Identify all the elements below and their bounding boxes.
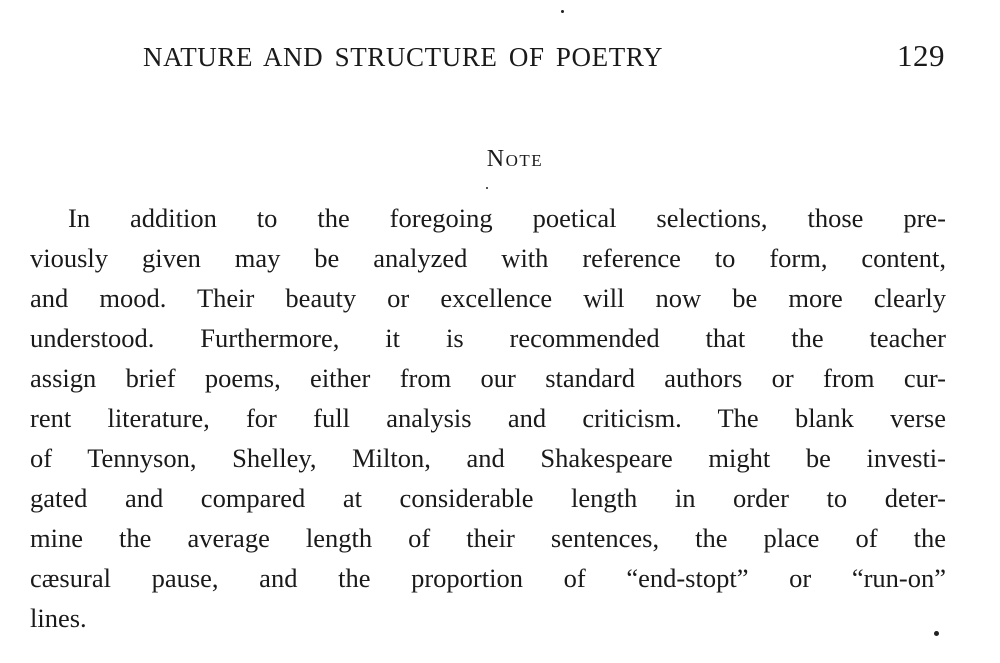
page-number: 129 (897, 38, 945, 73)
paragraph-line: understood. Furthermore, it is recommended that the teacher (30, 323, 946, 353)
ink-speck (934, 631, 939, 636)
paragraph-line: In addition to the foregoing poetical selections, those pre- (68, 203, 946, 233)
paragraph-line: gated and compared at considerable length in order to deter- (30, 483, 946, 513)
paragraph-line: and mood. Their beauty or excellence will now be more clearly (30, 283, 946, 313)
paragraph-line: mine the average length of their sentences, the place of the (30, 523, 946, 553)
paragraph-line: cæsural pause, and the proportion of “end-stopt” or “run-on” (30, 563, 946, 593)
paragraph-line: viously given may be analyzed with reference to form, content, (30, 243, 946, 273)
paragraph-line: assign brief poems, either from our standard authors or from cur- (30, 363, 946, 393)
running-head-title: NATURE AND STRUCTURE OF POETRY (143, 42, 664, 72)
paragraph-line: lines. (30, 603, 87, 633)
ink-speck (561, 10, 564, 13)
body-paragraph (30, 198, 946, 638)
paragraph-line: of Tennyson, Shelley, Milton, and Shakespeare might be investi- (30, 443, 946, 473)
section-heading: Note (486, 146, 544, 172)
ink-speck (486, 187, 488, 189)
paragraph-line: rent literature, for full analysis and criticism. The blank verse (30, 403, 946, 433)
running-head (143, 38, 945, 78)
